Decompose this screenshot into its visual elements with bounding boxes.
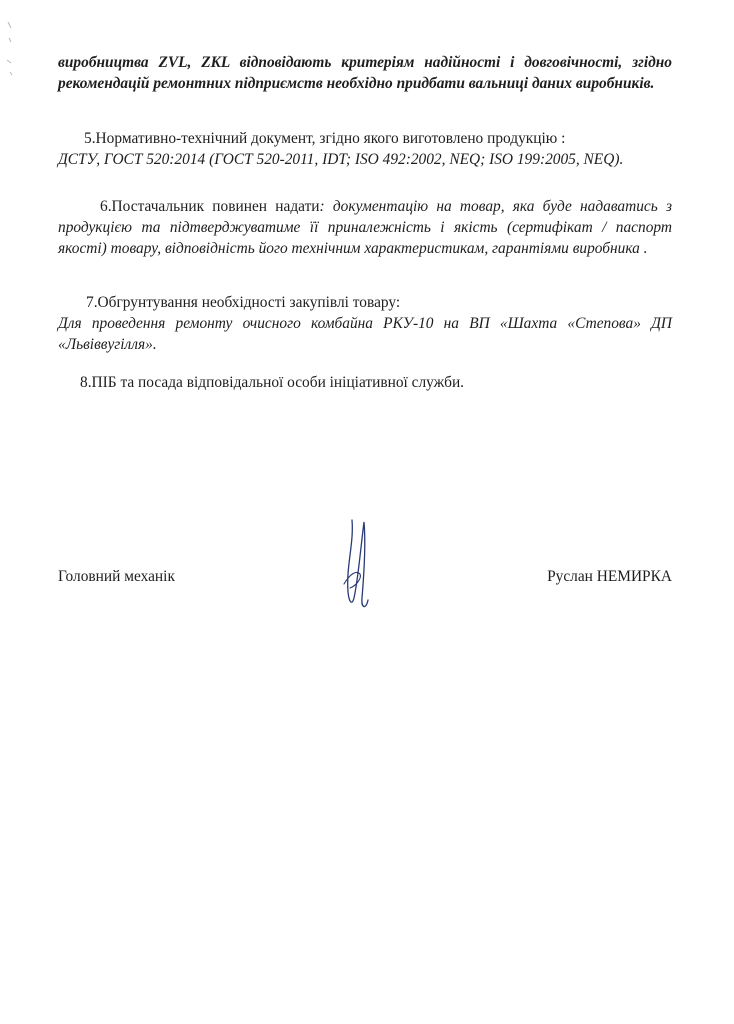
signatory-name: Руслан НЕМИРКА [547,568,672,585]
section-7-heading: 7.Обгрунтування необхідності закупівлі товару: [86,294,401,311]
scan-artifact-icon [4,20,18,80]
section-5-body: ДСТУ, ГОСТ 520:2014 (ГОСТ 520-2011, IDT; ISO 492:2002, NEQ; ISO 199:2005, NEQ). [58,151,624,168]
section-8-heading: 8.ПІБ та посада відповідальної особи ініціативної служби. [80,374,465,391]
handwritten-signature-icon [338,514,378,614]
section-6-body: : документацію на товар, яка буде надаватись з продукцією та підтверджуватиме її приналежність і якість (сертифікат / паспорт якості) товару, відповідність його технічним характеристикам, гарантіями виробника . [58,198,672,257]
section-6 [58,196,672,259]
section-7-body: Для проведення ремонту очисного комбайна РКУ-10 на ВП «Шахта «Степова» ДП «Львіввугілля». [58,315,672,353]
section-5 [58,128,672,170]
section-8 [58,372,672,393]
section-5-heading: 5.Нормативно-технічний документ, згідно якого виготовлено продукцію : [84,130,566,147]
signatory-title: Головний механік [58,568,175,585]
paragraph-continuation: виробництва ZVL, ZKL відповідають критеріям надійності і довговічності, згідно рекомендацій ремонтних підприємств необхідно придбати вальниці даних виробників. [58,54,672,92]
section-6-heading: 6.Постачальник повинен надати [100,198,320,215]
section-7 [58,292,672,355]
